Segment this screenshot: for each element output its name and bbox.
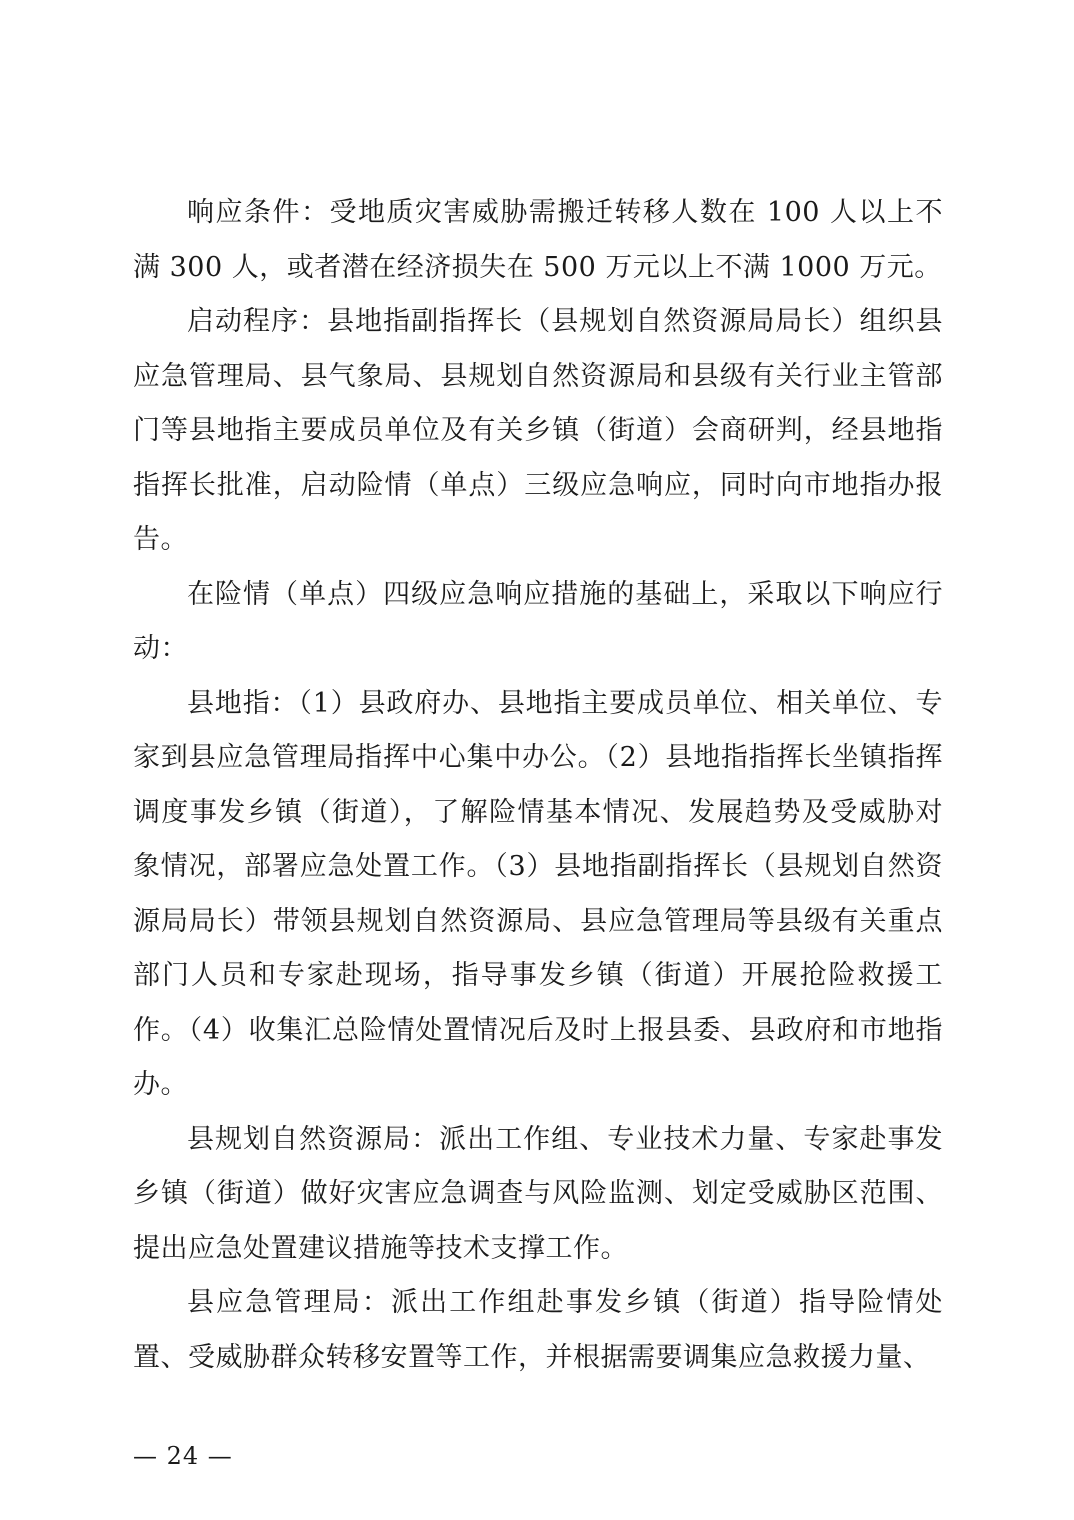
paragraph-county-command: 县地指：（1）县政府办、县地指主要成员单位、相关单位、专家到县应急管理局指挥中心集中办公。（2）县地指指挥长坐镇指挥调度事发乡镇（街道），了解险情基本情况、发展趋势及受威胁对象情况，部署应急处置工作。（3）县地指副指挥长（县规划自然资源局局长）带领县规划自然资源局、县应急管理局等县级有关重点部门人员和专家赴现场，指导事发乡镇（街道）开展抢险救援工作。（4）收集汇总险情处置情况后及时上报县委、县政府和市地指办。 (133, 687, 943, 1100)
paragraph-emergency-management-bureau: 县应急管理局：派出工作组赴事发乡镇（街道）指导险情处置、受威胁群众转移安置等工作，并根据需要调集应急救援力量、 (133, 1287, 943, 1373)
paragraph-startup-procedure: 启动程序：县地指副指挥长（县规划自然资源局局长）组织县应急管理局、县气象局、县规划自然资源局和县级有关行业主管部门等县地指主要成员单位及有关乡镇（街道）会商研判，经县地指指挥长批准，启动险情（单点）三级应急响应，同时向市地指办报告。 (133, 306, 943, 555)
paragraph-planning-resources-bureau: 县规划自然资源局：派出工作组、专业技术力量、专家赴事发乡镇（街道）做好灾害应急调查与风险监测、划定受威胁区范围、提出应急处置建议措施等技术支撑工作。 (133, 1123, 943, 1264)
page-number: — 24 — (133, 1442, 233, 1470)
paragraph-response-actions-intro: 在险情（单点）四级应急响应措施的基础上，采取以下响应行动： (133, 578, 943, 664)
document-body (133, 186, 943, 1385)
paragraph-response-conditions: 响应条件：受地质灾害威胁需搬迁转移人数在 100 人以上不满 300 人，或者潜在经济损失在 500 万元以上不满 1000 万元。 (133, 197, 943, 283)
